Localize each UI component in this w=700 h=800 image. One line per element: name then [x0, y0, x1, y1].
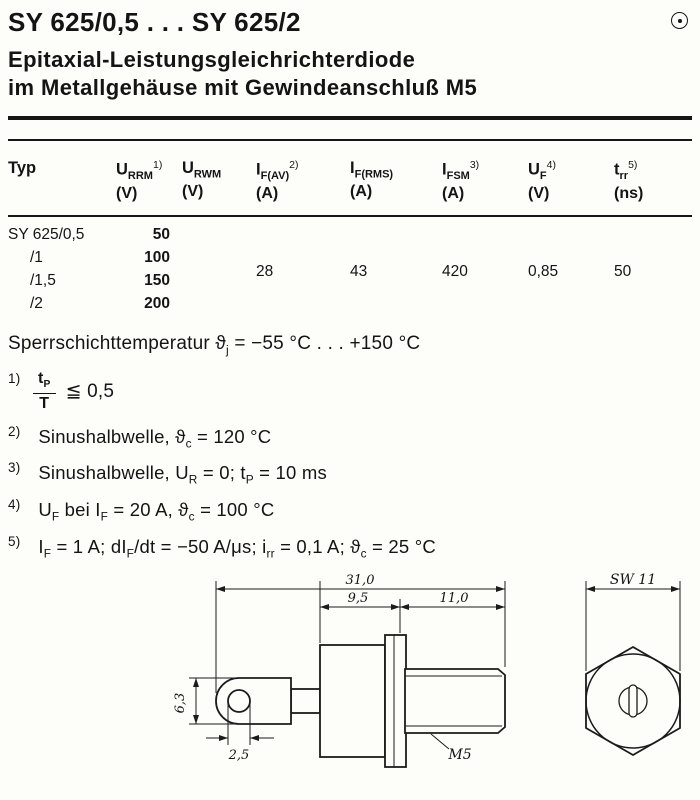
- center-slot: [629, 685, 637, 717]
- subtitle-line-1: Epitaxial-Leistungsgleichrichterdiode: [8, 46, 416, 72]
- footnote-5-text: $I_F = 1$ A; $dI_F/dt = -50$ A/μs; $i_{rr} = 0,1$ A; $ϑ_c = 25$ °C: [38, 535, 436, 561]
- col-header-trr: $t_{rr}^{5)}$ (ns): [614, 158, 644, 202]
- col-header-uf: $U_F^{4)}$ (V): [528, 158, 556, 202]
- hex-flange: [385, 635, 406, 767]
- col-header-ifav: $I_{F(AV)}^{2)}$ (A): [256, 158, 299, 202]
- table-cell-typ: /1: [30, 248, 43, 266]
- footnote-4-text: $U_F$ bei $I_F = 20$ A, $ϑ_c = 100$ °C: [38, 499, 275, 524]
- circled-dot-icon: [671, 12, 688, 29]
- dim-tab-height-label: 6,3: [173, 692, 188, 713]
- page-title: SY 625/0,5 . . . SY 625/2: [8, 7, 301, 37]
- fraction-numerator: $t_P$: [33, 371, 56, 393]
- dim-stud-label: 11,0: [439, 590, 469, 606]
- table-cell-urrm: 100: [144, 248, 170, 266]
- col-header-ifsm: $I_{FSM}^{3)}$ (A): [442, 158, 480, 202]
- tab-hole: [228, 690, 250, 712]
- col-header-typ: Typ: [8, 158, 37, 177]
- footnote-4-marker: 4): [8, 497, 21, 513]
- side-view: [173, 573, 505, 767]
- subtitle: [8, 46, 692, 103]
- table-cell-urrm: 50: [152, 225, 170, 243]
- table-cell-ifsm: 420: [442, 262, 468, 280]
- dim-body-length: [320, 591, 400, 610]
- fraction-denominator: T: [39, 394, 50, 412]
- dim-stud-length: [400, 591, 505, 610]
- footnote-5: [8, 533, 692, 561]
- table-header-row: [8, 159, 692, 217]
- table-cell-urrm: 150: [144, 271, 170, 289]
- table-body: [8, 217, 692, 318]
- duty-cycle-fraction: [33, 371, 56, 411]
- hex-end-view: [586, 573, 680, 755]
- table-cell-trr: 50: [614, 262, 632, 280]
- table-cell-uf: 0,85: [528, 262, 559, 280]
- footnote-1: [8, 371, 692, 411]
- col-header-ifrms: $I_{F(RMS)}$ (A): [350, 158, 394, 201]
- divider-thick: [8, 116, 692, 120]
- footnote-5-marker: 5): [8, 533, 21, 549]
- table-cell-ifav: 28: [256, 262, 274, 280]
- col-header-urrm: $U_{RRM}^{1)}$ (V): [116, 158, 163, 202]
- footnote-1-marker: 1): [8, 371, 21, 387]
- dim-total-length: [216, 573, 505, 592]
- footnote-2: [8, 423, 692, 451]
- ratings-table: [8, 159, 692, 318]
- footnote-3: [8, 462, 692, 487]
- table-cell-urrm: 200: [144, 294, 170, 312]
- wrench-size-label: SW 11: [609, 572, 657, 588]
- thread-callout: [431, 734, 472, 763]
- footnote-2-marker: 2): [8, 423, 21, 439]
- footnote-2-text: Sinushalbwelle, $ϑ_c = 120$ °C: [38, 425, 272, 451]
- footnote-4: [8, 499, 692, 524]
- dim-hole-width-label: 2,5: [228, 747, 250, 763]
- table-cell-ifrms: 43: [350, 262, 368, 280]
- package-outline-drawing: [8, 573, 700, 777]
- footnote-3-text: Sinushalbwelle, $U_R = 0$; $t_P = 10$ ms: [38, 462, 327, 488]
- dim-body-label: 9,5: [347, 590, 369, 606]
- thread-label: M5: [448, 746, 472, 763]
- subtitle-line-2: im Metallgehäuse mit Gewindeanschluß M5: [8, 75, 478, 101]
- table-cell-typ: SY 625/0,5: [8, 225, 85, 243]
- dim-total-label: 31,0: [345, 572, 375, 588]
- footnote-3-marker: 3): [8, 460, 21, 476]
- footnotes: [8, 371, 692, 560]
- threaded-stud: [405, 669, 505, 733]
- table-cell-typ: /1,5: [30, 271, 56, 289]
- table-cell-typ: /2: [30, 294, 43, 312]
- lead-pin: [291, 689, 320, 713]
- diode-body: [320, 645, 385, 757]
- divider-thin: [8, 139, 692, 141]
- junction-temperature-line: Sperrschichttemperatur $ϑ_j = -55$ °C . . . +150 °C: [8, 332, 421, 357]
- col-header-urwm: $U_{RWM}$ (V): [182, 158, 222, 201]
- footnote-1-text: ≦ 0,5: [65, 381, 115, 403]
